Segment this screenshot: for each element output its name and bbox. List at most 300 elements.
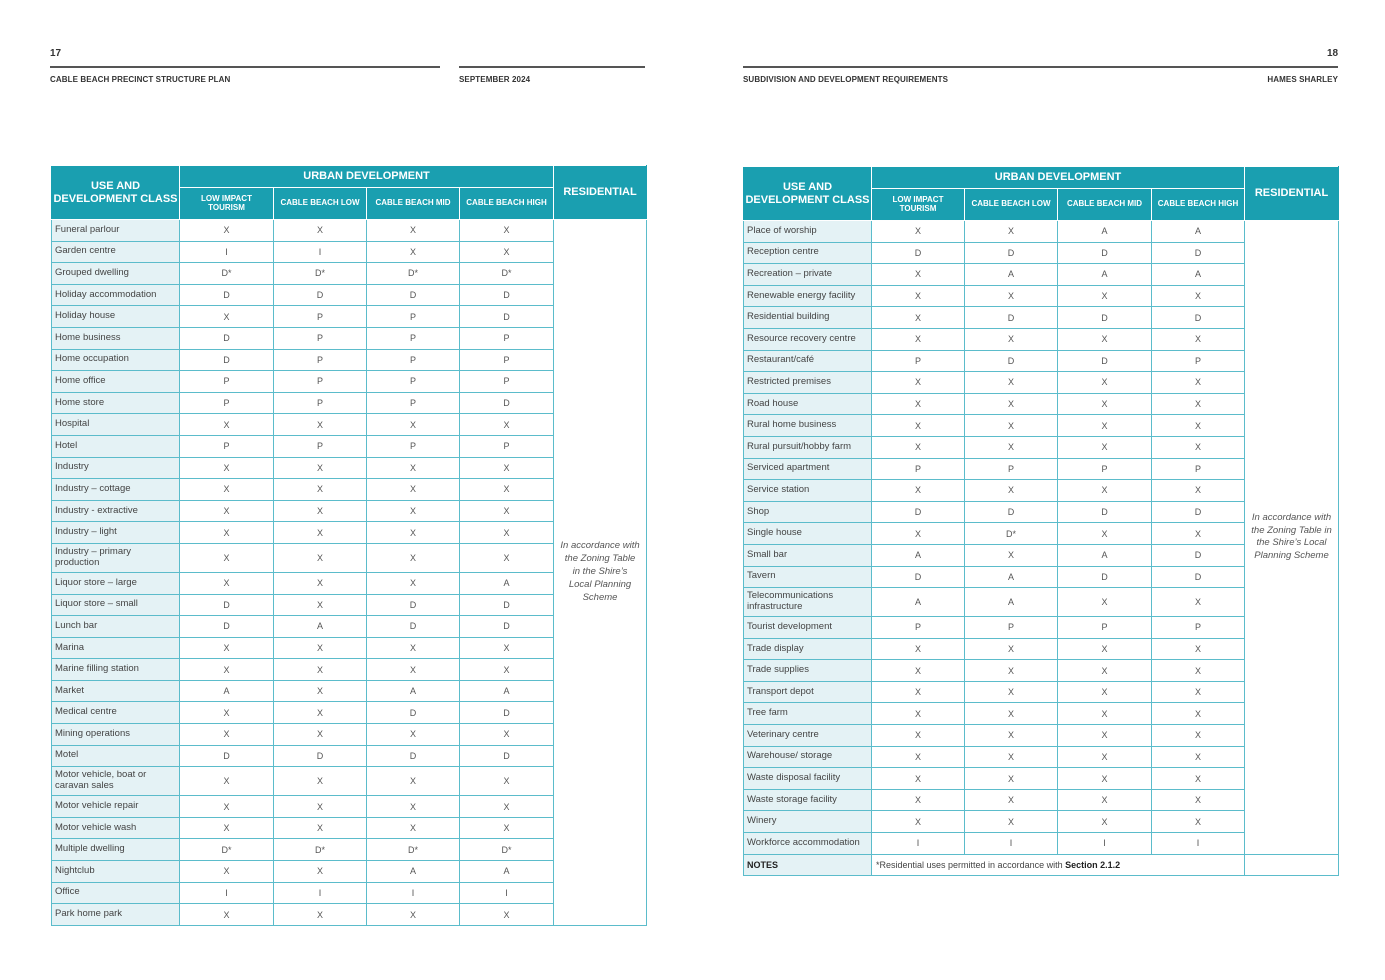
permissibility-cell: A bbox=[872, 544, 965, 566]
permissibility-cell: X bbox=[1152, 703, 1245, 725]
permissibility-cell: X bbox=[180, 572, 274, 594]
notes-empty-cell bbox=[1245, 854, 1339, 876]
permissibility-cell: X bbox=[367, 543, 460, 572]
use-class-cell: Industry – light bbox=[52, 522, 180, 544]
permissibility-cell: D bbox=[1058, 566, 1152, 588]
permissibility-cell: D* bbox=[180, 839, 274, 861]
permissibility-cell: X bbox=[1058, 285, 1152, 307]
permissibility-cell: D* bbox=[274, 263, 367, 285]
permissibility-cell: P bbox=[460, 327, 554, 349]
permissibility-cell: P bbox=[367, 435, 460, 457]
permissibility-cell: X bbox=[367, 767, 460, 796]
permissibility-cell: X bbox=[274, 861, 367, 883]
permissibility-cell: X bbox=[965, 789, 1058, 811]
header-cable-beach-high: CABLE BEACH HIGH bbox=[460, 188, 554, 220]
permissibility-cell: A bbox=[367, 861, 460, 883]
use-class-cell: Motor vehicle, boat or caravan sales bbox=[52, 767, 180, 796]
permissibility-cell: X bbox=[460, 220, 554, 242]
section-title: SUBDIVISION AND DEVELOPMENT REQUIREMENTS bbox=[743, 75, 949, 84]
permissibility-cell: X bbox=[274, 572, 367, 594]
permissibility-cell: I bbox=[274, 241, 367, 263]
permissibility-cell: X bbox=[274, 767, 367, 796]
permissibility-cell: X bbox=[1152, 746, 1245, 768]
permissibility-cell: X bbox=[1058, 725, 1152, 747]
permissibility-cell: A bbox=[965, 566, 1058, 588]
permissibility-cell: D bbox=[180, 349, 274, 371]
permissibility-cell: D bbox=[180, 616, 274, 638]
use-class-cell: Industry – cottage bbox=[52, 479, 180, 501]
permissibility-cell: D bbox=[180, 745, 274, 767]
permissibility-cell: D bbox=[1058, 242, 1152, 264]
left-page bbox=[0, 0, 692, 980]
permissibility-cell: X bbox=[274, 500, 367, 522]
permissibility-cell: X bbox=[872, 746, 965, 768]
permissibility-cell: D bbox=[1058, 350, 1152, 372]
permissibility-cell: A bbox=[1152, 221, 1245, 243]
permissibility-cell: I bbox=[872, 833, 965, 855]
permissibility-cell: X bbox=[180, 659, 274, 681]
permissibility-cell: X bbox=[1058, 523, 1152, 545]
permissibility-cell: X bbox=[1058, 328, 1152, 350]
use-class-cell: Home store bbox=[52, 392, 180, 414]
use-class-cell: Grouped dwelling bbox=[52, 263, 180, 285]
permissibility-cell: D bbox=[460, 616, 554, 638]
company-name: HAMES SHARLEY bbox=[1267, 75, 1338, 84]
permissibility-cell: I bbox=[367, 882, 460, 904]
table-body bbox=[52, 220, 647, 926]
permissibility-cell: X bbox=[965, 638, 1058, 660]
permissibility-cell: X bbox=[1058, 372, 1152, 394]
permissibility-cell: I bbox=[274, 882, 367, 904]
permissibility-cell: X bbox=[1152, 811, 1245, 833]
permissibility-cell: X bbox=[180, 306, 274, 328]
use-class-cell: Reception centre bbox=[744, 242, 872, 264]
permissibility-cell: D bbox=[367, 616, 460, 638]
residential-note: In accordance with the Zoning Table in the Shire’s Local Planning Scheme bbox=[1245, 221, 1339, 855]
zoning-table bbox=[51, 165, 647, 926]
permissibility-cell: X bbox=[274, 414, 367, 436]
permissibility-cell: D* bbox=[460, 263, 554, 285]
use-class-cell: Motel bbox=[52, 745, 180, 767]
table-body bbox=[744, 221, 1339, 855]
permissibility-cell: X bbox=[460, 500, 554, 522]
use-class-cell: Market bbox=[52, 680, 180, 702]
zoning-table bbox=[743, 166, 1339, 876]
permissibility-cell: X bbox=[1152, 660, 1245, 682]
use-class-cell: Industry bbox=[52, 457, 180, 479]
permissibility-cell: X bbox=[1152, 372, 1245, 394]
use-class-cell: Winery bbox=[744, 811, 872, 833]
right-page bbox=[692, 0, 1385, 980]
permissibility-cell: X bbox=[965, 415, 1058, 437]
permissibility-cell: X bbox=[965, 660, 1058, 682]
permissibility-cell: X bbox=[1152, 480, 1245, 502]
permissibility-cell: X bbox=[274, 904, 367, 926]
permissibility-cell: X bbox=[274, 724, 367, 746]
use-class-cell: Marine filling station bbox=[52, 659, 180, 681]
use-class-cell: Industry - extractive bbox=[52, 500, 180, 522]
permissibility-cell: X bbox=[180, 522, 274, 544]
permissibility-cell: A bbox=[367, 680, 460, 702]
use-class-cell: Trade supplies bbox=[744, 660, 872, 682]
permissibility-cell: P bbox=[1152, 350, 1245, 372]
use-class-cell: Veterinary centre bbox=[744, 725, 872, 747]
use-class-cell: Rural home business bbox=[744, 415, 872, 437]
use-class-cell: Home office bbox=[52, 371, 180, 393]
permissibility-cell: X bbox=[274, 220, 367, 242]
permissibility-cell: I bbox=[460, 882, 554, 904]
use-class-cell: Resource recovery centre bbox=[744, 328, 872, 350]
permissibility-cell: X bbox=[180, 904, 274, 926]
permissibility-cell: X bbox=[1152, 638, 1245, 660]
permissibility-cell: P bbox=[274, 435, 367, 457]
header-use-class: USE AND DEVELOPMENT CLASS bbox=[744, 167, 872, 221]
permissibility-cell: X bbox=[274, 522, 367, 544]
permissibility-cell: X bbox=[1058, 588, 1152, 617]
permissibility-cell: X bbox=[460, 904, 554, 926]
permissibility-cell: P bbox=[180, 371, 274, 393]
permissibility-cell: D* bbox=[367, 263, 460, 285]
use-class-cell: Place of worship bbox=[744, 221, 872, 243]
permissibility-cell: D bbox=[1152, 242, 1245, 264]
permissibility-cell: X bbox=[367, 659, 460, 681]
document-date: SEPTEMBER 2024 bbox=[459, 75, 531, 84]
permissibility-cell: D bbox=[460, 306, 554, 328]
permissibility-cell: X bbox=[872, 264, 965, 286]
permissibility-cell: X bbox=[460, 457, 554, 479]
permissibility-cell: X bbox=[1152, 415, 1245, 437]
permissibility-cell: X bbox=[274, 680, 367, 702]
use-class-cell: Restaurant/café bbox=[744, 350, 872, 372]
permissibility-cell: X bbox=[872, 480, 965, 502]
permissibility-cell: X bbox=[367, 220, 460, 242]
permissibility-cell: D bbox=[965, 350, 1058, 372]
permissibility-cell: X bbox=[965, 328, 1058, 350]
permissibility-cell: D bbox=[367, 745, 460, 767]
permissibility-cell: D* bbox=[460, 839, 554, 861]
use-class-cell: Road house bbox=[744, 393, 872, 415]
permissibility-cell: X bbox=[872, 436, 965, 458]
permissibility-cell: X bbox=[460, 479, 554, 501]
use-class-cell: Rural pursuit/hobby farm bbox=[744, 436, 872, 458]
permissibility-cell: A bbox=[180, 680, 274, 702]
permissibility-cell: X bbox=[180, 543, 274, 572]
permissibility-cell: D* bbox=[274, 839, 367, 861]
use-class-cell: Lunch bar bbox=[52, 616, 180, 638]
permissibility-cell: X bbox=[367, 572, 460, 594]
header-cable-beach-low: CABLE BEACH LOW bbox=[965, 189, 1058, 221]
permissibility-cell: P bbox=[367, 306, 460, 328]
permissibility-cell: A bbox=[1152, 264, 1245, 286]
permissibility-cell: X bbox=[872, 811, 965, 833]
residential-note: In accordance with the Zoning Table in the Shire’s Local Planning Scheme bbox=[554, 220, 647, 926]
permissibility-cell: X bbox=[965, 285, 1058, 307]
permissibility-cell: X bbox=[367, 724, 460, 746]
document-title: CABLE BEACH PRECINCT STRUCTURE PLAN bbox=[50, 75, 231, 84]
permissibility-cell: D bbox=[367, 284, 460, 306]
permissibility-cell: X bbox=[1058, 746, 1152, 768]
permissibility-cell: X bbox=[367, 500, 460, 522]
permissibility-cell: X bbox=[965, 436, 1058, 458]
use-class-cell: Waste disposal facility bbox=[744, 768, 872, 790]
permissibility-cell: X bbox=[1058, 703, 1152, 725]
permissibility-cell: A bbox=[872, 588, 965, 617]
permissibility-cell: X bbox=[965, 544, 1058, 566]
use-class-cell: Waste storage facility bbox=[744, 789, 872, 811]
header-cable-beach-mid: CABLE BEACH MID bbox=[1058, 189, 1152, 221]
header-use-class: USE AND DEVELOPMENT CLASS bbox=[52, 166, 180, 220]
permissibility-cell: X bbox=[872, 725, 965, 747]
permissibility-cell: X bbox=[460, 659, 554, 681]
use-class-cell: Renewable energy facility bbox=[744, 285, 872, 307]
permissibility-cell: D* bbox=[180, 263, 274, 285]
use-class-cell: Mining operations bbox=[52, 724, 180, 746]
use-class-cell: Small bar bbox=[744, 544, 872, 566]
permissibility-cell: X bbox=[965, 480, 1058, 502]
header-cable-beach-low: CABLE BEACH LOW bbox=[274, 188, 367, 220]
permissibility-cell: D bbox=[1152, 544, 1245, 566]
permissibility-cell: P bbox=[367, 349, 460, 371]
use-class-cell: Industry – primary production bbox=[52, 543, 180, 572]
use-class-cell: Single house bbox=[744, 523, 872, 545]
permissibility-cell: P bbox=[274, 327, 367, 349]
use-class-cell: Restricted premises bbox=[744, 372, 872, 394]
use-class-cell: Marina bbox=[52, 637, 180, 659]
use-class-cell: Nightclub bbox=[52, 861, 180, 883]
permissibility-cell: X bbox=[872, 681, 965, 703]
permissibility-cell: X bbox=[180, 817, 274, 839]
use-class-cell: Hospital bbox=[52, 414, 180, 436]
header-rule bbox=[50, 66, 440, 68]
permissibility-cell: D bbox=[965, 501, 1058, 523]
permissibility-cell: X bbox=[1152, 725, 1245, 747]
permissibility-cell: X bbox=[274, 796, 367, 818]
use-class-cell: Transport depot bbox=[744, 681, 872, 703]
permissibility-cell: P bbox=[872, 458, 965, 480]
permissibility-cell: X bbox=[1152, 285, 1245, 307]
permissibility-cell: A bbox=[460, 680, 554, 702]
use-class-cell: Trade display bbox=[744, 638, 872, 660]
permissibility-cell: P bbox=[1152, 458, 1245, 480]
permissibility-cell: X bbox=[1058, 638, 1152, 660]
permissibility-cell: X bbox=[460, 796, 554, 818]
permissibility-cell: X bbox=[965, 703, 1058, 725]
use-class-cell: Garden centre bbox=[52, 241, 180, 263]
header-rule bbox=[459, 66, 645, 68]
notes-label: NOTES bbox=[744, 854, 872, 876]
permissibility-cell: P bbox=[180, 435, 274, 457]
permissibility-cell: X bbox=[460, 522, 554, 544]
permissibility-cell: X bbox=[460, 414, 554, 436]
permissibility-cell: X bbox=[872, 415, 965, 437]
use-class-cell: Motor vehicle wash bbox=[52, 817, 180, 839]
use-class-cell: Medical centre bbox=[52, 702, 180, 724]
permissibility-cell: X bbox=[367, 479, 460, 501]
table-row bbox=[744, 221, 1339, 243]
permissibility-cell: I bbox=[965, 833, 1058, 855]
header-urban-development: URBAN DEVELOPMENT bbox=[180, 166, 554, 188]
permissibility-cell: X bbox=[274, 702, 367, 724]
table-row bbox=[52, 220, 647, 242]
permissibility-cell: P bbox=[872, 617, 965, 639]
permissibility-cell: X bbox=[367, 817, 460, 839]
permissibility-cell: D bbox=[1152, 501, 1245, 523]
use-class-cell: Funeral parlour bbox=[52, 220, 180, 242]
permissibility-cell: X bbox=[872, 221, 965, 243]
permissibility-cell: X bbox=[180, 796, 274, 818]
permissibility-cell: X bbox=[180, 220, 274, 242]
use-class-cell: Holiday house bbox=[52, 306, 180, 328]
permissibility-cell: X bbox=[872, 789, 965, 811]
permissibility-cell: D bbox=[367, 702, 460, 724]
permissibility-cell: A bbox=[460, 572, 554, 594]
permissibility-cell: I bbox=[180, 241, 274, 263]
use-class-cell: Office bbox=[52, 882, 180, 904]
permissibility-cell: X bbox=[872, 768, 965, 790]
permissibility-cell: X bbox=[460, 724, 554, 746]
permissibility-cell: A bbox=[1058, 264, 1152, 286]
permissibility-cell: X bbox=[1058, 681, 1152, 703]
permissibility-cell: X bbox=[367, 457, 460, 479]
permissibility-cell: P bbox=[1058, 617, 1152, 639]
permissibility-cell: A bbox=[460, 861, 554, 883]
page-number: 17 bbox=[50, 48, 62, 59]
permissibility-cell: D bbox=[367, 594, 460, 616]
permissibility-cell: X bbox=[1152, 328, 1245, 350]
permissibility-cell: X bbox=[180, 861, 274, 883]
permissibility-cell: I bbox=[180, 882, 274, 904]
permissibility-cell: X bbox=[872, 328, 965, 350]
permissibility-cell: X bbox=[180, 479, 274, 501]
permissibility-cell: X bbox=[965, 372, 1058, 394]
use-class-cell: Residential building bbox=[744, 307, 872, 329]
permissibility-cell: P bbox=[1058, 458, 1152, 480]
permissibility-cell: D bbox=[460, 702, 554, 724]
permissibility-cell: X bbox=[872, 660, 965, 682]
permissibility-cell: X bbox=[180, 414, 274, 436]
permissibility-cell: X bbox=[460, 543, 554, 572]
permissibility-cell: X bbox=[872, 372, 965, 394]
permissibility-cell: D bbox=[965, 307, 1058, 329]
permissibility-cell: X bbox=[1058, 436, 1152, 458]
permissibility-cell: X bbox=[1058, 811, 1152, 833]
permissibility-cell: P bbox=[367, 392, 460, 414]
permissibility-cell: X bbox=[274, 479, 367, 501]
permissibility-cell: A bbox=[965, 264, 1058, 286]
permissibility-cell: D bbox=[460, 594, 554, 616]
permissibility-cell: X bbox=[965, 221, 1058, 243]
notes-section-link: Section 2.1.2 bbox=[1065, 859, 1121, 870]
permissibility-cell: D bbox=[1152, 566, 1245, 588]
use-class-cell: Serviced apartment bbox=[744, 458, 872, 480]
permissibility-cell: X bbox=[1152, 789, 1245, 811]
permissibility-cell: D bbox=[1058, 307, 1152, 329]
permissibility-cell: X bbox=[460, 241, 554, 263]
permissibility-cell: D bbox=[460, 745, 554, 767]
permissibility-cell: X bbox=[965, 681, 1058, 703]
permissibility-cell: P bbox=[1152, 617, 1245, 639]
use-class-cell: Park home park bbox=[52, 904, 180, 926]
permissibility-cell: X bbox=[872, 285, 965, 307]
page-number: 18 bbox=[1327, 48, 1339, 59]
header-urban-development: URBAN DEVELOPMENT bbox=[872, 167, 1245, 189]
permissibility-cell: X bbox=[180, 702, 274, 724]
permissibility-cell: P bbox=[965, 617, 1058, 639]
permissibility-cell: X bbox=[872, 638, 965, 660]
use-class-cell: Warehouse/ storage bbox=[744, 746, 872, 768]
permissibility-cell: X bbox=[1152, 681, 1245, 703]
permissibility-cell: P bbox=[460, 435, 554, 457]
permissibility-cell: X bbox=[965, 393, 1058, 415]
permissibility-cell: P bbox=[274, 392, 367, 414]
permissibility-cell: D bbox=[872, 242, 965, 264]
permissibility-cell: X bbox=[460, 817, 554, 839]
permissibility-cell: X bbox=[1058, 480, 1152, 502]
header-low-impact-tourism: LOW IMPACT TOURISM bbox=[180, 188, 274, 220]
permissibility-cell: X bbox=[1152, 768, 1245, 790]
permissibility-cell: A bbox=[1058, 544, 1152, 566]
use-class-cell: Liquor store – large bbox=[52, 572, 180, 594]
header-rule bbox=[743, 66, 1338, 68]
header-low-impact-tourism: LOW IMPACT TOURISM bbox=[872, 189, 965, 221]
notes-text bbox=[872, 854, 1245, 876]
permissibility-cell: P bbox=[367, 371, 460, 393]
permissibility-cell: X bbox=[367, 522, 460, 544]
permissibility-cell: A bbox=[1058, 221, 1152, 243]
permissibility-cell: X bbox=[180, 457, 274, 479]
permissibility-cell: X bbox=[872, 307, 965, 329]
permissibility-cell: D bbox=[274, 745, 367, 767]
permissibility-cell: X bbox=[180, 637, 274, 659]
permissibility-cell: X bbox=[1058, 789, 1152, 811]
permissibility-cell: D bbox=[460, 284, 554, 306]
permissibility-cell: D bbox=[180, 594, 274, 616]
permissibility-cell: D bbox=[180, 284, 274, 306]
use-class-cell: Shop bbox=[744, 501, 872, 523]
use-class-cell: Home business bbox=[52, 327, 180, 349]
permissibility-cell: X bbox=[274, 543, 367, 572]
permissibility-cell: X bbox=[965, 768, 1058, 790]
permissibility-cell: P bbox=[460, 371, 554, 393]
use-class-cell: Holiday accommodation bbox=[52, 284, 180, 306]
permissibility-cell: D bbox=[180, 327, 274, 349]
use-class-cell: Tree farm bbox=[744, 703, 872, 725]
use-class-cell: Telecommunications infrastructure bbox=[744, 588, 872, 617]
permissibility-cell: D bbox=[1058, 501, 1152, 523]
use-class-cell: Workforce accommodation bbox=[744, 833, 872, 855]
permissibility-cell: X bbox=[1058, 660, 1152, 682]
permissibility-cell: X bbox=[274, 637, 367, 659]
permissibility-cell: X bbox=[1152, 588, 1245, 617]
permissibility-cell: X bbox=[274, 817, 367, 839]
use-class-cell: Hotel bbox=[52, 435, 180, 457]
use-class-cell: Service station bbox=[744, 480, 872, 502]
permissibility-cell: I bbox=[1152, 833, 1245, 855]
permissibility-cell: P bbox=[274, 371, 367, 393]
permissibility-cell: D bbox=[1152, 307, 1245, 329]
permissibility-cell: X bbox=[367, 414, 460, 436]
permissibility-cell: D bbox=[872, 501, 965, 523]
permissibility-cell: X bbox=[872, 703, 965, 725]
use-class-cell: Tourist development bbox=[744, 617, 872, 639]
permissibility-cell: X bbox=[1058, 393, 1152, 415]
permissibility-cell: X bbox=[274, 659, 367, 681]
permissibility-cell: A bbox=[274, 616, 367, 638]
permissibility-cell: X bbox=[180, 724, 274, 746]
permissibility-cell: D* bbox=[367, 839, 460, 861]
permissibility-cell: D bbox=[460, 392, 554, 414]
permissibility-cell: P bbox=[460, 349, 554, 371]
